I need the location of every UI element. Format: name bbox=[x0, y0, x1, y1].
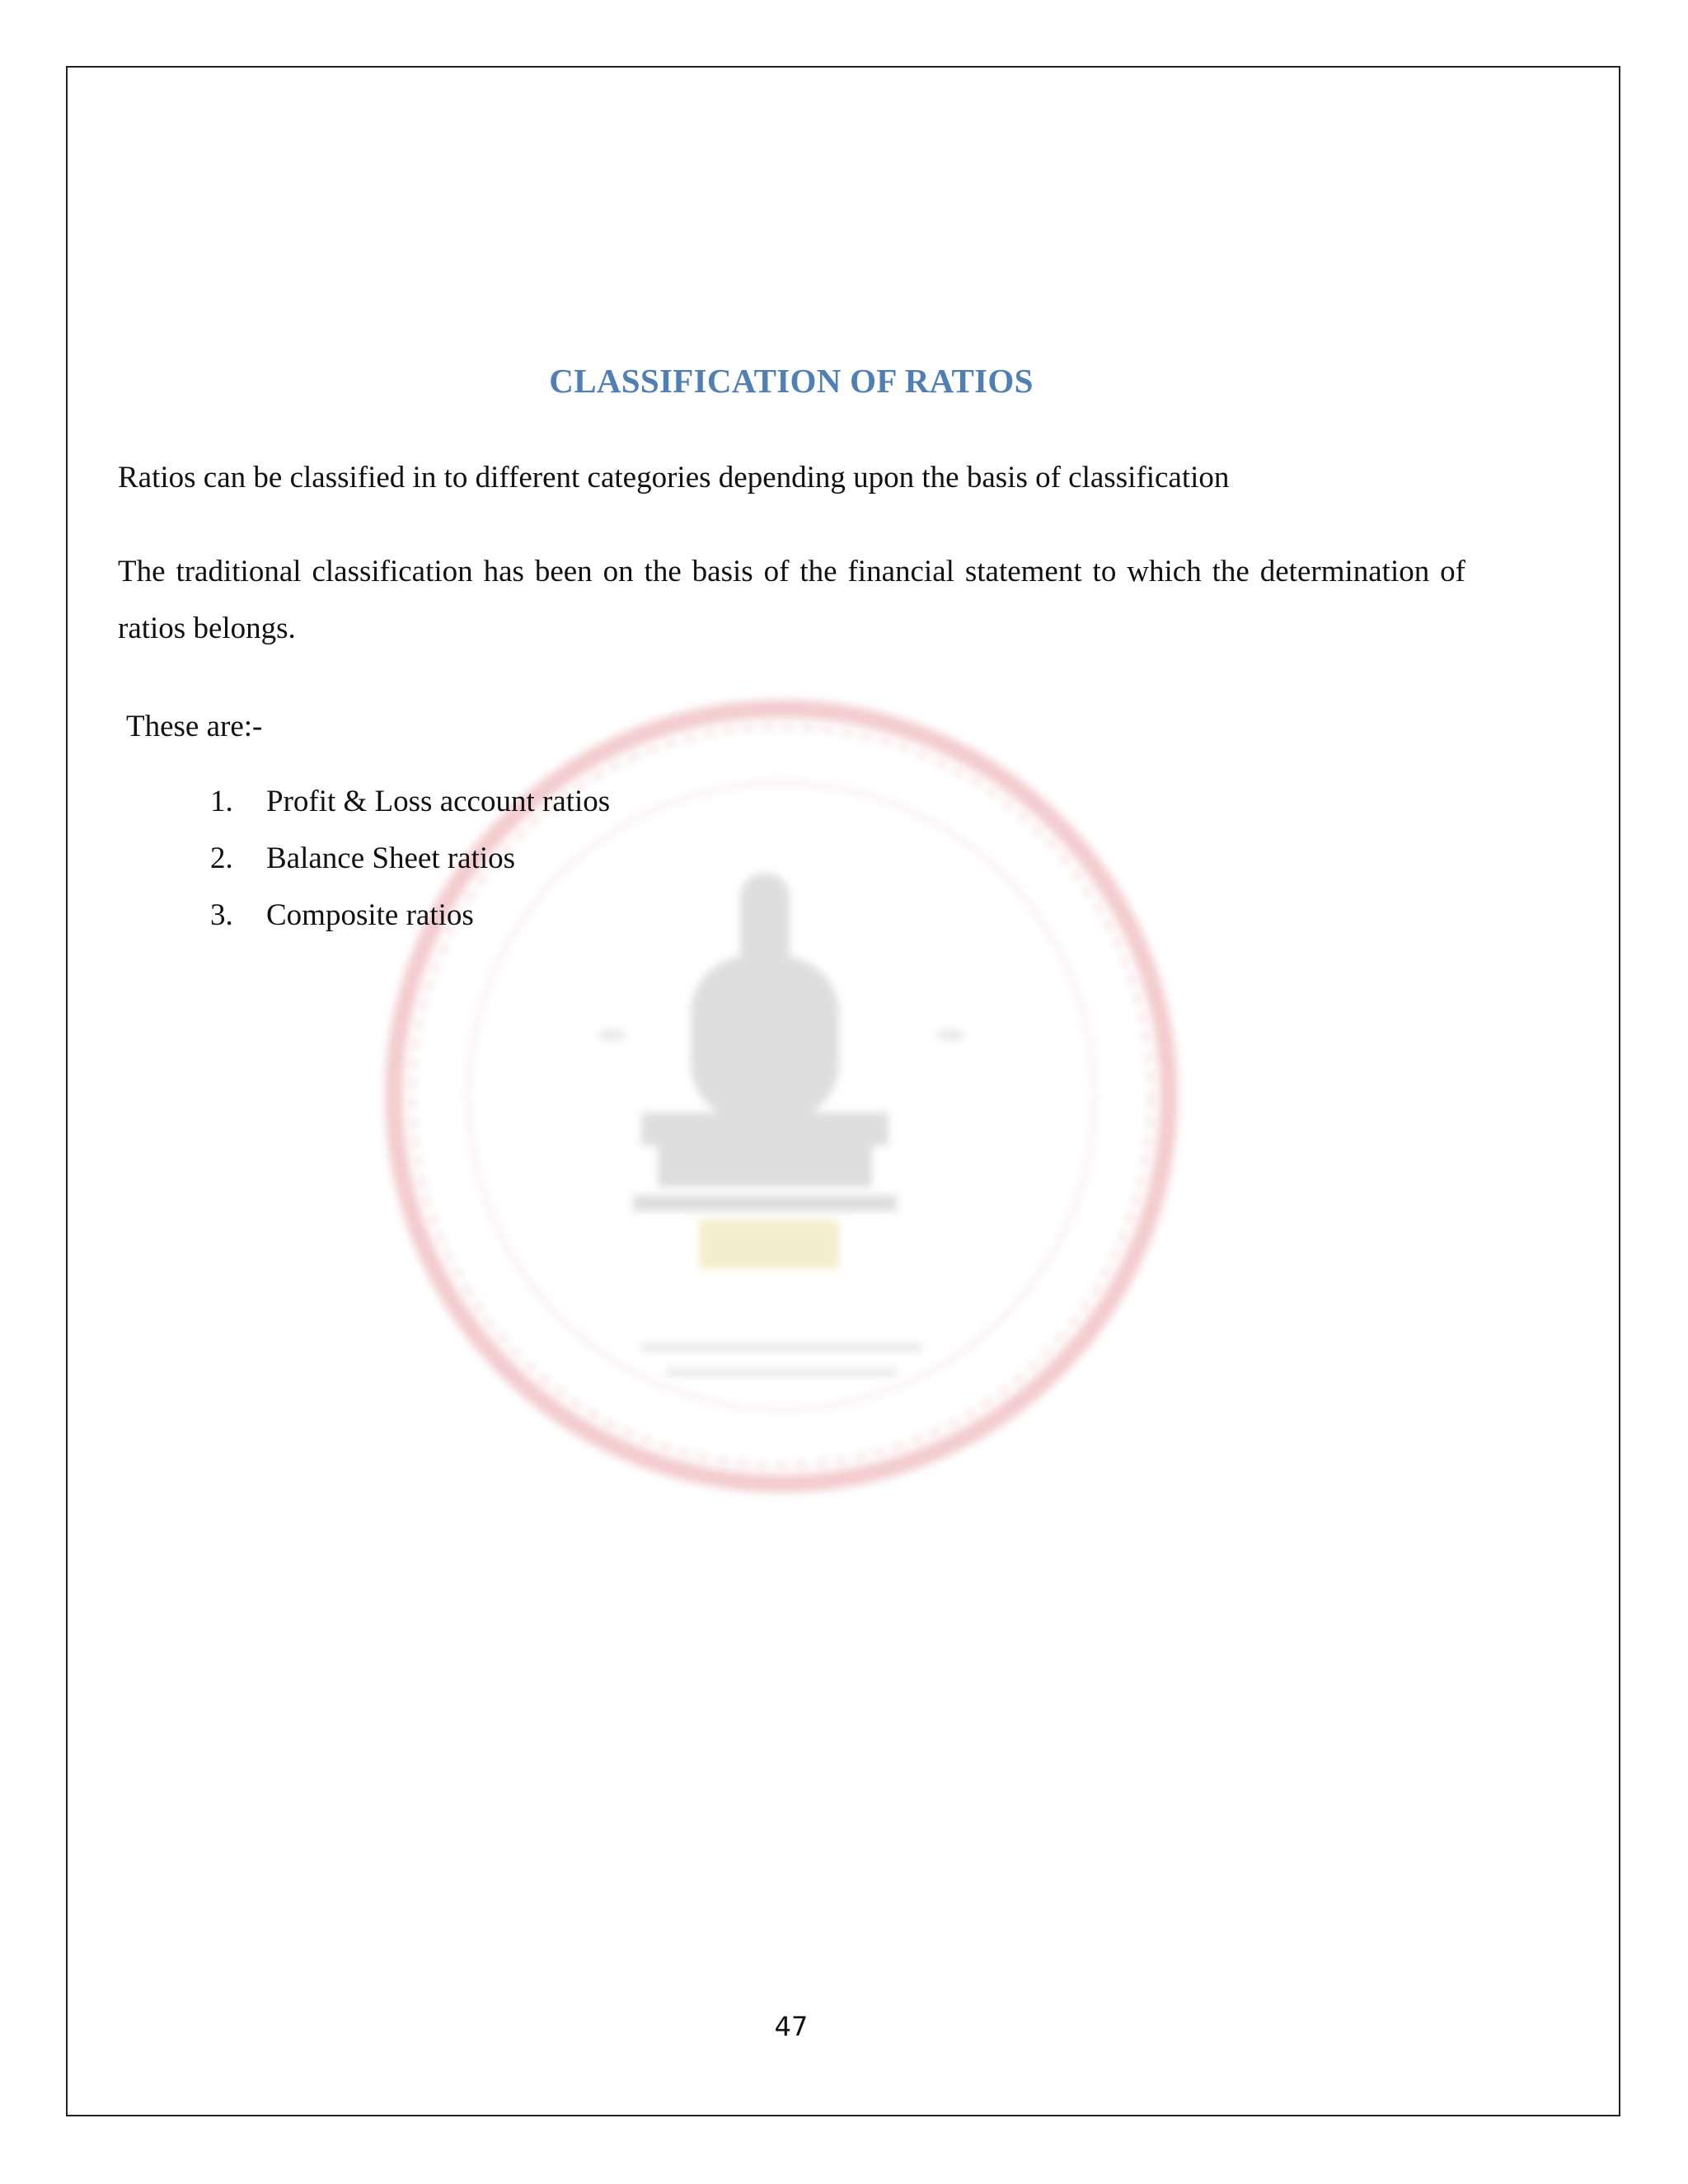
list-item bbox=[210, 887, 610, 944]
list-item-number: 2. bbox=[210, 841, 233, 875]
page-number: 47 bbox=[774, 2011, 809, 2042]
ratio-types-list bbox=[210, 773, 610, 944]
list-item-text: Profit & Loss account ratios bbox=[266, 785, 611, 818]
list-item-number: 1. bbox=[210, 785, 233, 818]
list-item bbox=[210, 830, 610, 887]
list-intro: These are:- bbox=[126, 710, 263, 743]
list-item bbox=[210, 773, 610, 830]
list-item-number: 3. bbox=[210, 898, 233, 932]
classification-paragraph: The traditional classification has been on the basis of the financial statement to which the determination of ratios belongs. bbox=[118, 555, 1465, 645]
intro-paragraph: Ratios can be classified in to different categories depending upon the basis of classification bbox=[118, 461, 1230, 494]
list-item-text: Balance Sheet ratios bbox=[266, 841, 516, 875]
page-title: CLASSIFICATION OF RATIOS bbox=[549, 362, 1034, 400]
list-item-text: Composite ratios bbox=[266, 898, 474, 932]
